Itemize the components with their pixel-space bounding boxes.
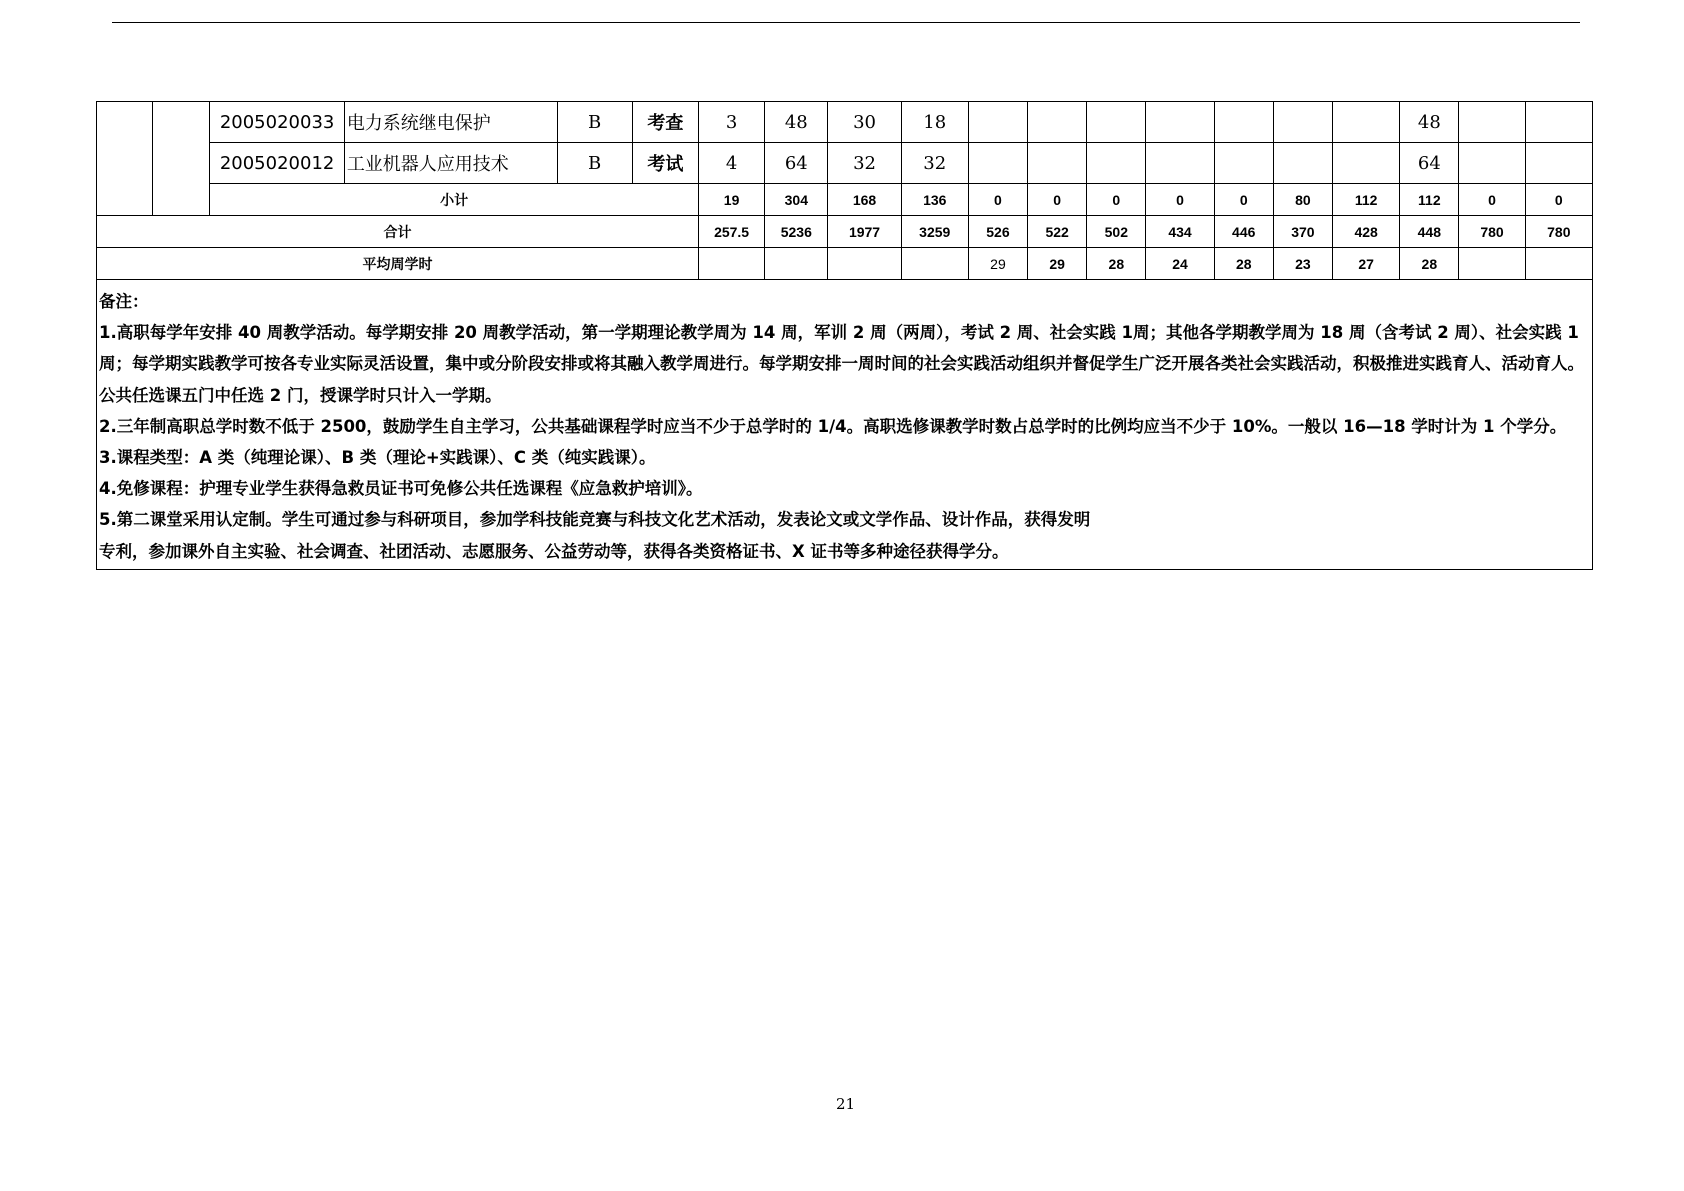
subtotal-theory-hours: 168 <box>828 184 901 216</box>
credits: 4 <box>698 143 764 184</box>
weekly-average-hours <box>1525 248 1592 280</box>
semester-hours <box>1273 102 1332 143</box>
note-item: 1.高职每学年安排 40 周教学活动。每学期安排 20 周教学活动，第一学期理论教学周为 14 周，军训 2 周（两周），考试 2 周、社会实践 1周；其他各学期教学周为 18 周（含考试 2 周）、社会实践 1 周；每学期实践教学可按各专业实际灵活设置，集中或分阶段安排或将其融入教学周进行。每学期安排一周时间的社会实践活动组织并督促学生广泛开展各类社会实践活动，积极推进实践育人、活动育人。公共任选课五门中任选 2 门，授课学时只计入一学期。 <box>99 323 1584 405</box>
subtotal-semester-hours: 0 <box>1087 184 1146 216</box>
notes-row <box>97 280 1593 570</box>
weekly-average-hours <box>1459 248 1525 280</box>
note-item: 专利，参加课外自主实验、社会调查、社团活动、志愿服务、公益劳动等，获得各类资格证书、X 证书等多种途径获得学分。 <box>99 541 1009 561</box>
table-row <box>97 102 1593 143</box>
subtotal-semester-hours: 0 <box>1525 184 1592 216</box>
notes-section <box>97 280 1593 570</box>
subtotal-semester-hours: 0 <box>1459 184 1525 216</box>
page-number: 21 <box>836 1095 856 1113</box>
total-theory-hours: 1977 <box>828 216 901 248</box>
subtotal-row <box>97 184 1593 216</box>
semester-hours <box>1028 102 1087 143</box>
practice-hours: 32 <box>901 143 968 184</box>
course-name: 电力系统继电保护 <box>344 102 557 143</box>
course-type: B <box>557 102 632 143</box>
note-item: 4.免修课程：护理专业学生获得急救员证书可免修公共任选课程《应急救护培训》。 <box>99 479 703 499</box>
empty-cell <box>901 248 968 280</box>
assessment-method: 考查 <box>632 102 698 143</box>
course-code: 2005020012 <box>210 143 344 184</box>
total-semester-hours: 370 <box>1273 216 1332 248</box>
subtotal-semester-hours: 112 <box>1400 184 1459 216</box>
assessment-method: 考试 <box>632 143 698 184</box>
weekly-average-hours: 28 <box>1214 248 1273 280</box>
empty-cell <box>765 248 828 280</box>
practice-hours: 18 <box>901 102 968 143</box>
semester-hours: 48 <box>1400 102 1459 143</box>
semester-hours <box>1459 102 1525 143</box>
subtotal-label: 小计 <box>210 184 699 216</box>
subtotal-semester-hours: 112 <box>1333 184 1400 216</box>
subtotal-semester-hours: 0 <box>1028 184 1087 216</box>
subtotal-credits: 19 <box>698 184 764 216</box>
total-semester-hours: 502 <box>1087 216 1146 248</box>
total-semester-hours: 526 <box>968 216 1027 248</box>
weekly-average-hours: 24 <box>1146 248 1214 280</box>
total-total-hours: 5236 <box>765 216 828 248</box>
weekly-average-hours: 28 <box>1400 248 1459 280</box>
weekly-average-row <box>97 248 1593 280</box>
semester-hours <box>1087 143 1146 184</box>
theory-hours: 30 <box>828 102 901 143</box>
semester-hours <box>968 102 1027 143</box>
course-name: 工业机器人应用技术 <box>344 143 557 184</box>
semester-hours <box>1333 143 1400 184</box>
subtotal-total-hours: 304 <box>765 184 828 216</box>
weekly-average-hours: 28 <box>1087 248 1146 280</box>
total-practice-hours: 3259 <box>901 216 968 248</box>
weekly-average-hours: 27 <box>1333 248 1400 280</box>
total-hours: 64 <box>765 143 828 184</box>
subtotal-practice-hours: 136 <box>901 184 968 216</box>
note-item: 2.三年制高职总学时数不低于 2500，鼓励学生自主学习，公共基础课程学时应当不少于总学时的 1/4。高职选修课教学时数占总学时的比例均应当不少于 10%。一般以 16—18 学时计为 1 个学分。 <box>99 416 1567 436</box>
subtotal-semester-hours: 0 <box>968 184 1027 216</box>
semester-hours <box>1525 143 1592 184</box>
course-code: 2005020033 <box>210 102 344 143</box>
semester-hours <box>1214 143 1273 184</box>
weekly-average-hours: 29 <box>968 248 1027 280</box>
subtotal-semester-hours: 80 <box>1273 184 1332 216</box>
course-type: B <box>557 143 632 184</box>
semester-hours <box>1333 102 1400 143</box>
empty-cell <box>828 248 901 280</box>
semester-hours <box>1214 102 1273 143</box>
note-item: 3.课程类型：A 类（纯理论课）、B 类（理论+实践课）、C 类（纯实践课）。 <box>99 448 656 468</box>
empty-cell <box>698 248 764 280</box>
category-cell <box>97 102 153 216</box>
course-plan-table <box>96 101 1593 570</box>
total-row <box>97 216 1593 248</box>
subtotal-semester-hours: 0 <box>1146 184 1214 216</box>
total-hours: 48 <box>765 102 828 143</box>
total-semester-hours: 448 <box>1400 216 1459 248</box>
total-semester-hours: 780 <box>1459 216 1525 248</box>
semester-hours <box>1146 102 1214 143</box>
theory-hours: 32 <box>828 143 901 184</box>
weekly-average-hours: 23 <box>1273 248 1332 280</box>
total-semester-hours: 428 <box>1333 216 1400 248</box>
semester-hours <box>1525 102 1592 143</box>
semester-hours <box>1028 143 1087 184</box>
subcategory-cell <box>153 102 210 216</box>
semester-hours <box>1459 143 1525 184</box>
subtotal-semester-hours: 0 <box>1214 184 1273 216</box>
credits: 3 <box>698 102 764 143</box>
page-header-rule <box>112 22 1580 23</box>
semester-hours <box>968 143 1027 184</box>
total-semester-hours: 780 <box>1525 216 1592 248</box>
total-semester-hours: 522 <box>1028 216 1087 248</box>
weekly-average-hours: 29 <box>1028 248 1087 280</box>
total-semester-hours: 446 <box>1214 216 1273 248</box>
semester-hours: 64 <box>1400 143 1459 184</box>
semester-hours <box>1087 102 1146 143</box>
table-row <box>97 143 1593 184</box>
weekly-average-label: 平均周学时 <box>97 248 699 280</box>
total-semester-hours: 434 <box>1146 216 1214 248</box>
total-label: 合计 <box>97 216 699 248</box>
note-item: 5.第二课堂采用认定制。学生可通过参与科研项目，参加学科技能竞赛与科技文化艺术活动，发表论文或文学作品、设计作品，获得发明 <box>99 510 1091 530</box>
total-credits: 257.5 <box>698 216 764 248</box>
semester-hours <box>1273 143 1332 184</box>
notes-heading: 备注： <box>99 292 149 311</box>
semester-hours <box>1146 143 1214 184</box>
